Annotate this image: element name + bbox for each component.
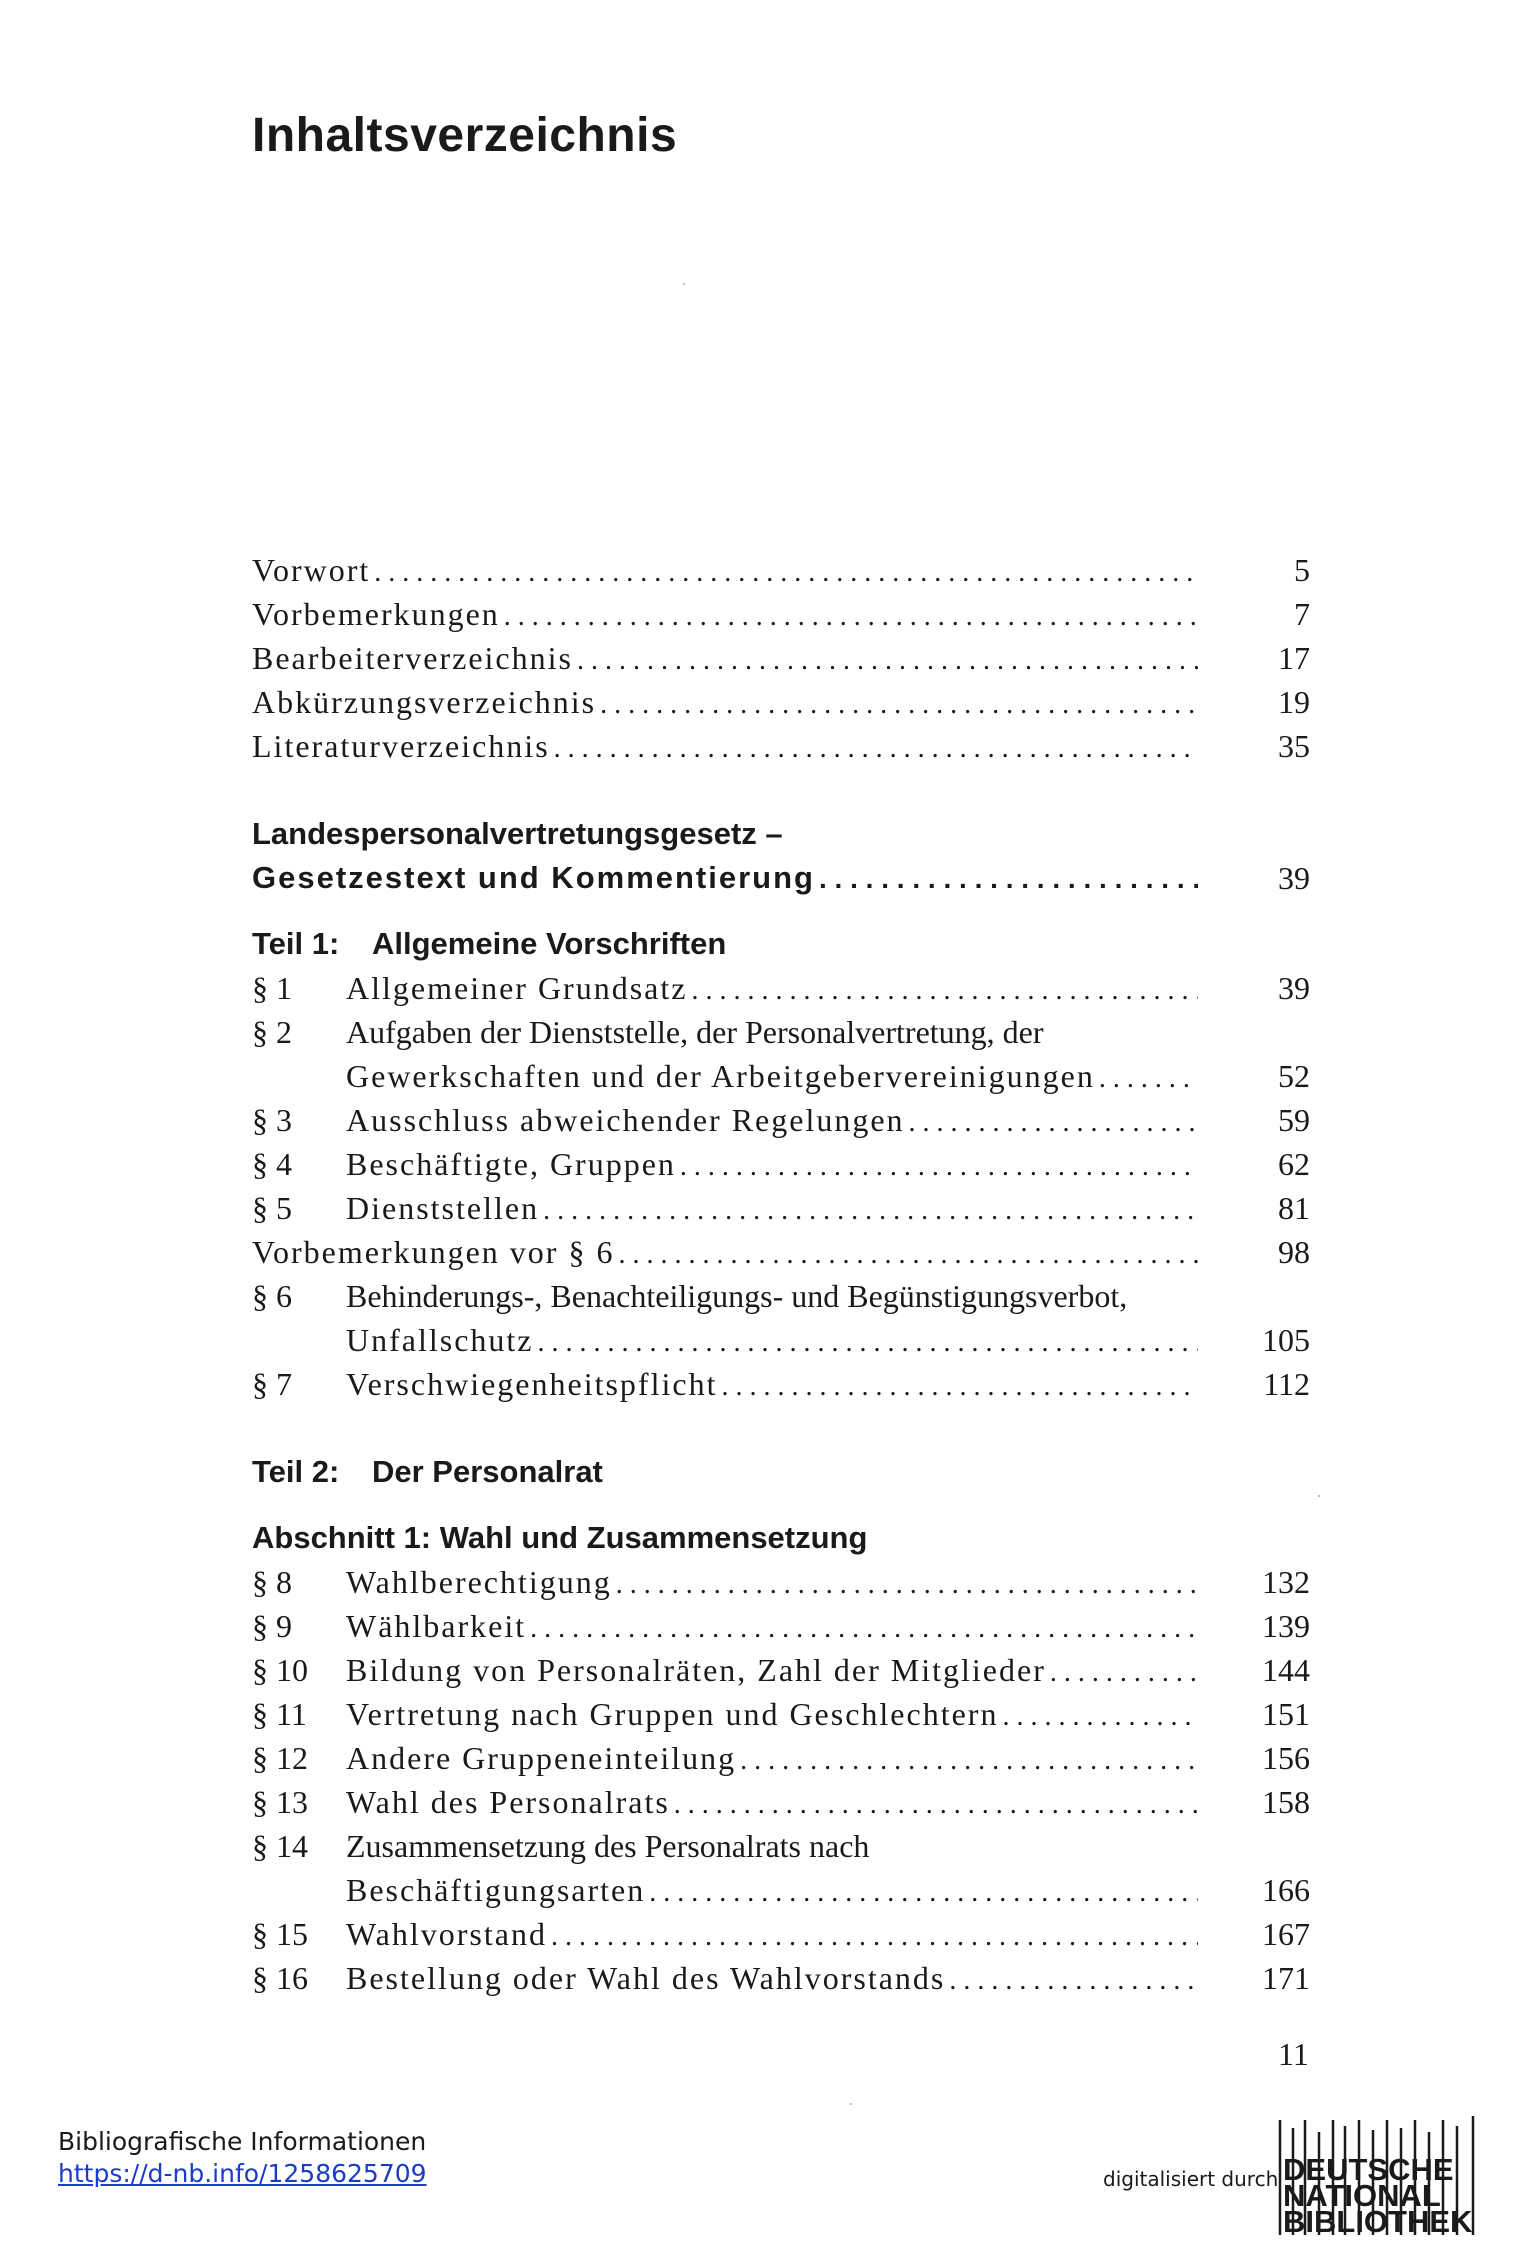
- toc-entry-page: 151: [1262, 1696, 1310, 1732]
- toc-entry-page: 156: [1262, 1740, 1310, 1776]
- part-heading: [252, 922, 1310, 966]
- dnb-logo-line1: DEUTSCHE: [1283, 2152, 1454, 2187]
- toc-entry-label-line1: Zusammensetzung des Personalrats nach: [346, 1828, 870, 1864]
- toc-entry-page: 139: [1262, 1608, 1310, 1644]
- toc-entry-page: 166: [1262, 1872, 1310, 1908]
- toc-entry-page: 98: [1278, 1234, 1310, 1270]
- dnb-logo: [1275, 2110, 1485, 2235]
- section-number: § 1: [252, 970, 292, 1006]
- toc-entry-label: Bearbeiterverzeichnis: [252, 640, 577, 676]
- toc-entry[interactable]: [252, 548, 1310, 592]
- toc-entry-page: 144: [1262, 1652, 1310, 1688]
- bibliographic-info-label: Bibliografische Informationen: [58, 2127, 427, 2156]
- toc-entry[interactable]: [252, 1362, 1310, 1406]
- part-title: Allgemeine Vorschriften: [372, 926, 727, 961]
- table-of-contents: [252, 548, 1310, 2000]
- toc-entry[interactable]: [252, 1318, 1310, 1362]
- toc-entry[interactable]: [252, 966, 1310, 1010]
- subsection-heading: Abschnitt 1: Wahl und Zusammensetzung: [252, 1520, 868, 1555]
- toc-entry-page: 5: [1294, 552, 1310, 588]
- toc-entry-label: Wahlvorstand: [346, 1916, 551, 1952]
- part-title: Der Personalrat: [372, 1454, 603, 1489]
- toc-entry-label: Ausschluss abweichender Regelungen: [346, 1102, 909, 1138]
- toc-entry[interactable]: [252, 1604, 1310, 1648]
- toc-entry-first-line[interactable]: [252, 1010, 1310, 1054]
- toc-entry-page: 19: [1278, 684, 1310, 720]
- toc-entry[interactable]: [252, 1560, 1310, 1604]
- dnb-logo-line3: BIBLIOTHEK: [1283, 2204, 1473, 2235]
- section-number: § 4: [252, 1146, 292, 1182]
- section-number: § 12: [252, 1740, 308, 1776]
- toc-entry[interactable]: [252, 1054, 1310, 1098]
- section-number: § 13: [252, 1784, 308, 1820]
- main-heading[interactable]: [252, 856, 1310, 900]
- section-number: § 3: [252, 1102, 292, 1138]
- scan-speck: [1318, 1495, 1320, 1497]
- section-number: § 16: [252, 1960, 308, 1996]
- toc-entry-label: Allgemeiner Grundsatz: [346, 970, 691, 1006]
- section-number: § 2: [252, 1014, 292, 1050]
- toc-entry[interactable]: [252, 1186, 1310, 1230]
- toc-entry[interactable]: [252, 1780, 1310, 1824]
- toc-entry-page: 35: [1278, 728, 1310, 764]
- toc-entry-label-line1: Aufgaben der Dienststelle, der Personalvertretung, der: [346, 1014, 1044, 1050]
- toc-entry-label: Literaturverzeichnis: [252, 728, 554, 764]
- toc-entry[interactable]: [252, 1648, 1310, 1692]
- main-heading-line1: Landespersonalvertretungsgesetz –: [252, 816, 783, 851]
- part-label: Teil 2:: [252, 1454, 340, 1489]
- toc-entry-label: Wahl des Personalrats: [346, 1784, 674, 1820]
- section-number: § 9: [252, 1608, 292, 1644]
- toc-entry-label: Wählbarkeit: [346, 1608, 530, 1644]
- toc-entry-page: 52: [1278, 1058, 1310, 1094]
- toc-entry-label: Dienststellen: [346, 1190, 543, 1226]
- toc-entry-label: Beschäftigte, Gruppen: [346, 1146, 680, 1182]
- toc-entry-label: Vorwort: [252, 552, 374, 588]
- toc-entry-label: Bildung von Personalräten, Zahl der Mitglieder: [346, 1652, 1050, 1688]
- main-heading-label: Gesetzestext und Kommentierung: [252, 860, 819, 895]
- section-number: § 7: [252, 1366, 292, 1402]
- section-number: § 6: [252, 1278, 292, 1314]
- toc-entry-page: 17: [1278, 640, 1310, 676]
- scan-speck: [683, 283, 685, 285]
- toc-entry-label: Abkürzungsverzeichnis: [252, 684, 600, 720]
- part-heading: [252, 1450, 1310, 1494]
- digitized-by-text: digitalisiert durch: [1103, 2167, 1279, 2191]
- toc-entry-page: 112: [1263, 1366, 1310, 1402]
- toc-entry[interactable]: [252, 1736, 1310, 1780]
- toc-entry-label: Vertretung nach Gruppen und Geschlechtern: [346, 1696, 1002, 1732]
- page-number: 11: [1278, 2036, 1309, 2072]
- toc-entry-page: 171: [1262, 1960, 1310, 1996]
- section-number: § 15: [252, 1916, 308, 1952]
- toc-entry[interactable]: [252, 1230, 1310, 1274]
- toc-entry-label: Wahlberechtigung: [346, 1564, 616, 1600]
- toc-entry-label: Verschwiegenheitspflicht: [346, 1366, 721, 1402]
- page-title: Inhaltsverzeichnis: [252, 109, 678, 162]
- toc-entry-page: 62: [1278, 1146, 1310, 1182]
- toc-entry[interactable]: [252, 1912, 1310, 1956]
- toc-entry-page: 105: [1262, 1322, 1310, 1358]
- section-number: § 14: [252, 1828, 308, 1864]
- bibliographic-info: [58, 2126, 427, 2190]
- toc-entry[interactable]: [252, 1956, 1310, 2000]
- toc-entry-label: Vorbemerkungen vor § 6: [252, 1234, 618, 1270]
- toc-entry-label: Vorbemerkungen: [252, 596, 504, 632]
- bibliographic-info-link[interactable]: https://d-nb.info/1258625709: [58, 2159, 427, 2188]
- scan-speck: [850, 2103, 852, 2105]
- toc-entry-page: 167: [1262, 1916, 1310, 1952]
- toc-entry-page: 158: [1262, 1784, 1310, 1820]
- toc-entry[interactable]: [252, 680, 1310, 724]
- toc-entry[interactable]: [252, 1142, 1310, 1186]
- toc-entry[interactable]: [252, 592, 1310, 636]
- section-number: § 10: [252, 1652, 308, 1688]
- toc-entry-page: 81: [1278, 1190, 1310, 1226]
- toc-entry-page: 39: [1278, 860, 1310, 896]
- toc-entry[interactable]: [252, 1868, 1310, 1912]
- toc-entry[interactable]: [252, 1692, 1310, 1736]
- toc-entry[interactable]: [252, 636, 1310, 680]
- toc-entry-label: Unfallschutz: [346, 1322, 538, 1358]
- section-number: § 5: [252, 1190, 292, 1226]
- toc-entry-label: Beschäftigungsarten: [346, 1872, 649, 1908]
- toc-entry-label: Gewerkschaften und der Arbeitgebervereinigungen: [346, 1058, 1099, 1094]
- toc-entry-page: 39: [1278, 970, 1310, 1006]
- toc-entry-first-line[interactable]: [252, 1824, 1310, 1868]
- toc-entry-first-line[interactable]: [252, 1274, 1310, 1318]
- section-number: § 11: [252, 1696, 307, 1732]
- toc-entry-label: Andere Gruppeneinteilung: [346, 1740, 740, 1776]
- toc-entry-page: 59: [1278, 1102, 1310, 1138]
- part-label: Teil 1:: [252, 926, 340, 961]
- toc-entry-label: Bestellung oder Wahl des Wahlvorstands: [346, 1960, 949, 1996]
- toc-entry-label-line1: Behinderungs-, Benachteiligungs- und Begünstigungsverbot,: [346, 1278, 1128, 1314]
- dnb-logo-line2: NATIONAL: [1283, 2178, 1441, 2213]
- section-number: § 8: [252, 1564, 292, 1600]
- toc-entry[interactable]: [252, 724, 1310, 768]
- toc-entry[interactable]: [252, 1098, 1310, 1142]
- toc-entry-page: 132: [1262, 1564, 1310, 1600]
- toc-entry-page: 7: [1294, 596, 1310, 632]
